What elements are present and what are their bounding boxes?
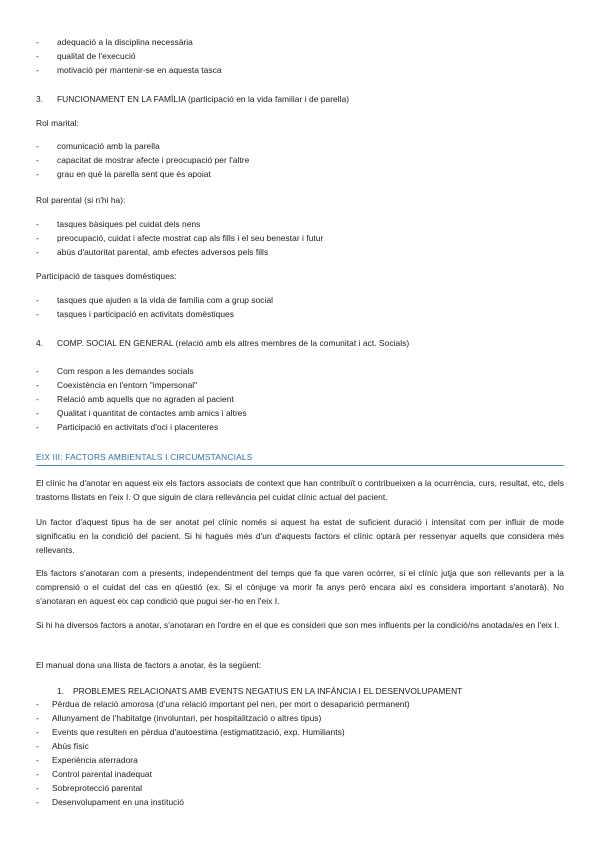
list-dash: - xyxy=(36,65,39,75)
subsection-label: Rol parental (si n'hi ha): xyxy=(36,195,126,205)
list-dash: - xyxy=(36,37,39,47)
list-item: comunicació amb la parella xyxy=(57,141,160,151)
list-item: grau en què la parella sent que és apoiat xyxy=(57,169,211,179)
list-item: tasques que ajuden a la vida de família com a grup social xyxy=(57,295,274,305)
list-dash: - xyxy=(36,309,39,319)
list-item: Abús físic xyxy=(52,741,89,751)
list-item: abús d'autoritat parental, amb efectes adversos pels fills xyxy=(57,247,269,257)
list-dash: - xyxy=(36,699,39,709)
paragraph: El manual dona una llista de factors a anotar, és la següent: xyxy=(36,660,262,670)
list-item: Com respon a les demandes socials xyxy=(57,366,194,376)
list-dash: - xyxy=(36,755,39,765)
section-number: 1. xyxy=(57,686,65,696)
section-heading: FUNCIONAMENT EN LA FAMÍLIA (participació en la vida familiar i de parella) xyxy=(57,94,350,104)
eix-heading: EIX III: FACTORS AMBIENTALS I CIRCUMSTANCIALS xyxy=(36,452,253,462)
list-item: Events que resulten en pèrdua d'autoestima (estigmatització, exp. Humiliants) xyxy=(52,727,345,737)
list-item: qualitat de l'execució xyxy=(57,51,136,61)
subsection-label: Participació de tasques domèstiques: xyxy=(36,271,177,281)
list-dash: - xyxy=(36,727,39,737)
list-dash: - xyxy=(36,741,39,751)
list-dash: - xyxy=(36,295,39,305)
list-item: Participació en activitats d'oci i placenteres xyxy=(57,422,219,432)
list-dash: - xyxy=(36,394,39,404)
list-item: preocupació, cuidat i afecte mostrat cap als fills i el seu benestar i futur xyxy=(57,233,324,243)
section-heading: PROBLEMES RELACIONATS AMB EVENTS NEGATIUS EN LA INFÀNCIA I EL DESENVOLUPAMENT xyxy=(73,686,463,696)
list-item: Relació amb aquells que no agraden al pacient xyxy=(57,394,234,404)
list-dash: - xyxy=(36,797,39,807)
heading-rule xyxy=(36,465,564,466)
list-dash: - xyxy=(36,155,39,165)
paragraph: Un factor d'aquest tipus ha de ser anotat pel clínic només si aquest ha estat de suficient duració i intensitat com per influir de mode significatiu en la condició del pacient. Si hi hagués més d'un d'aquests factors el clínic optarà per ressenyar aquells que considera més rellevants. xyxy=(36,517,564,555)
list-item: Qualitat i quantitat de contactes amb amics i altres xyxy=(57,408,247,418)
list-dash: - xyxy=(36,219,39,229)
list-dash: - xyxy=(36,51,39,61)
section-number: 3. xyxy=(36,94,44,104)
list-dash: - xyxy=(36,169,39,179)
list-item: Pèrdua de relació amorosa (d'una relació important pel nen, per mort o desaparició permanent) xyxy=(52,699,410,709)
section-heading: COMP. SOCIAL EN GENERAL (relació amb els altres membres de la comunitat i act. Socials) xyxy=(57,338,410,348)
list-item: Allunyament de l'habitatge (involuntari, per hospitalització o altres tipus) xyxy=(52,713,322,723)
list-dash: - xyxy=(36,769,39,779)
list-item: Desenvolupament en una institució xyxy=(52,797,185,807)
list-item: Sobreprotecció parental xyxy=(52,783,143,793)
paragraph: Si hi ha diversos factors a anotar, s'anotaran en l'ordre en el que es consideri que son mes influents per la condició/ns anotada/es en l'eix I. xyxy=(36,620,560,630)
list-item: tasques bàsiques pel cuidat dels nens xyxy=(57,219,201,229)
paragraph: El clínic ha d'anotar en aquest eix els factors associats de context que han contribuït o contribueixen a la ocurrència, curs, resultat, etc, dels trastorns llistats en l'eix I. O que siguin de clara rellevància pel cuidat clínic actual del pacient. xyxy=(36,478,564,502)
subsection-label: Rol marital: xyxy=(36,118,79,128)
list-item: Coexistència en l'entorn "impersonal" xyxy=(57,380,198,390)
paragraph: Els factors s'anotaran com a presents, independentment del temps que fa que varen ocórrer, si el clínic jutja que son rellevants per a la comprensió o el cuidat del cas en qüestió (ex. Si el cònjuge va morir fa anys però encara així es considera important s'anotarà). No s'anotaran en aquest eix cap condició que pugui ser-ho en l'eix I. xyxy=(36,568,564,606)
list-dash: - xyxy=(36,783,39,793)
list-item: capacitat de mostrar afecte i preocupació per l'altre xyxy=(57,155,250,165)
list-item: Control parental inadequat xyxy=(52,769,153,779)
list-dash: - xyxy=(36,408,39,418)
list-dash: - xyxy=(36,713,39,723)
list-item: motivació per mantenir-se en aquesta tasca xyxy=(57,65,222,75)
list-dash: - xyxy=(36,141,39,151)
section-number: 4. xyxy=(36,338,44,348)
list-dash: - xyxy=(36,380,39,390)
list-item: Experiència aterradora xyxy=(52,755,138,765)
list-dash: - xyxy=(36,422,39,432)
list-dash: - xyxy=(36,366,39,376)
list-dash: - xyxy=(36,247,39,257)
list-dash: - xyxy=(36,233,39,243)
list-item: tasques i participació en activitats domèstiques xyxy=(57,309,234,319)
list-item: adequació a la disciplina necessària xyxy=(57,37,193,47)
